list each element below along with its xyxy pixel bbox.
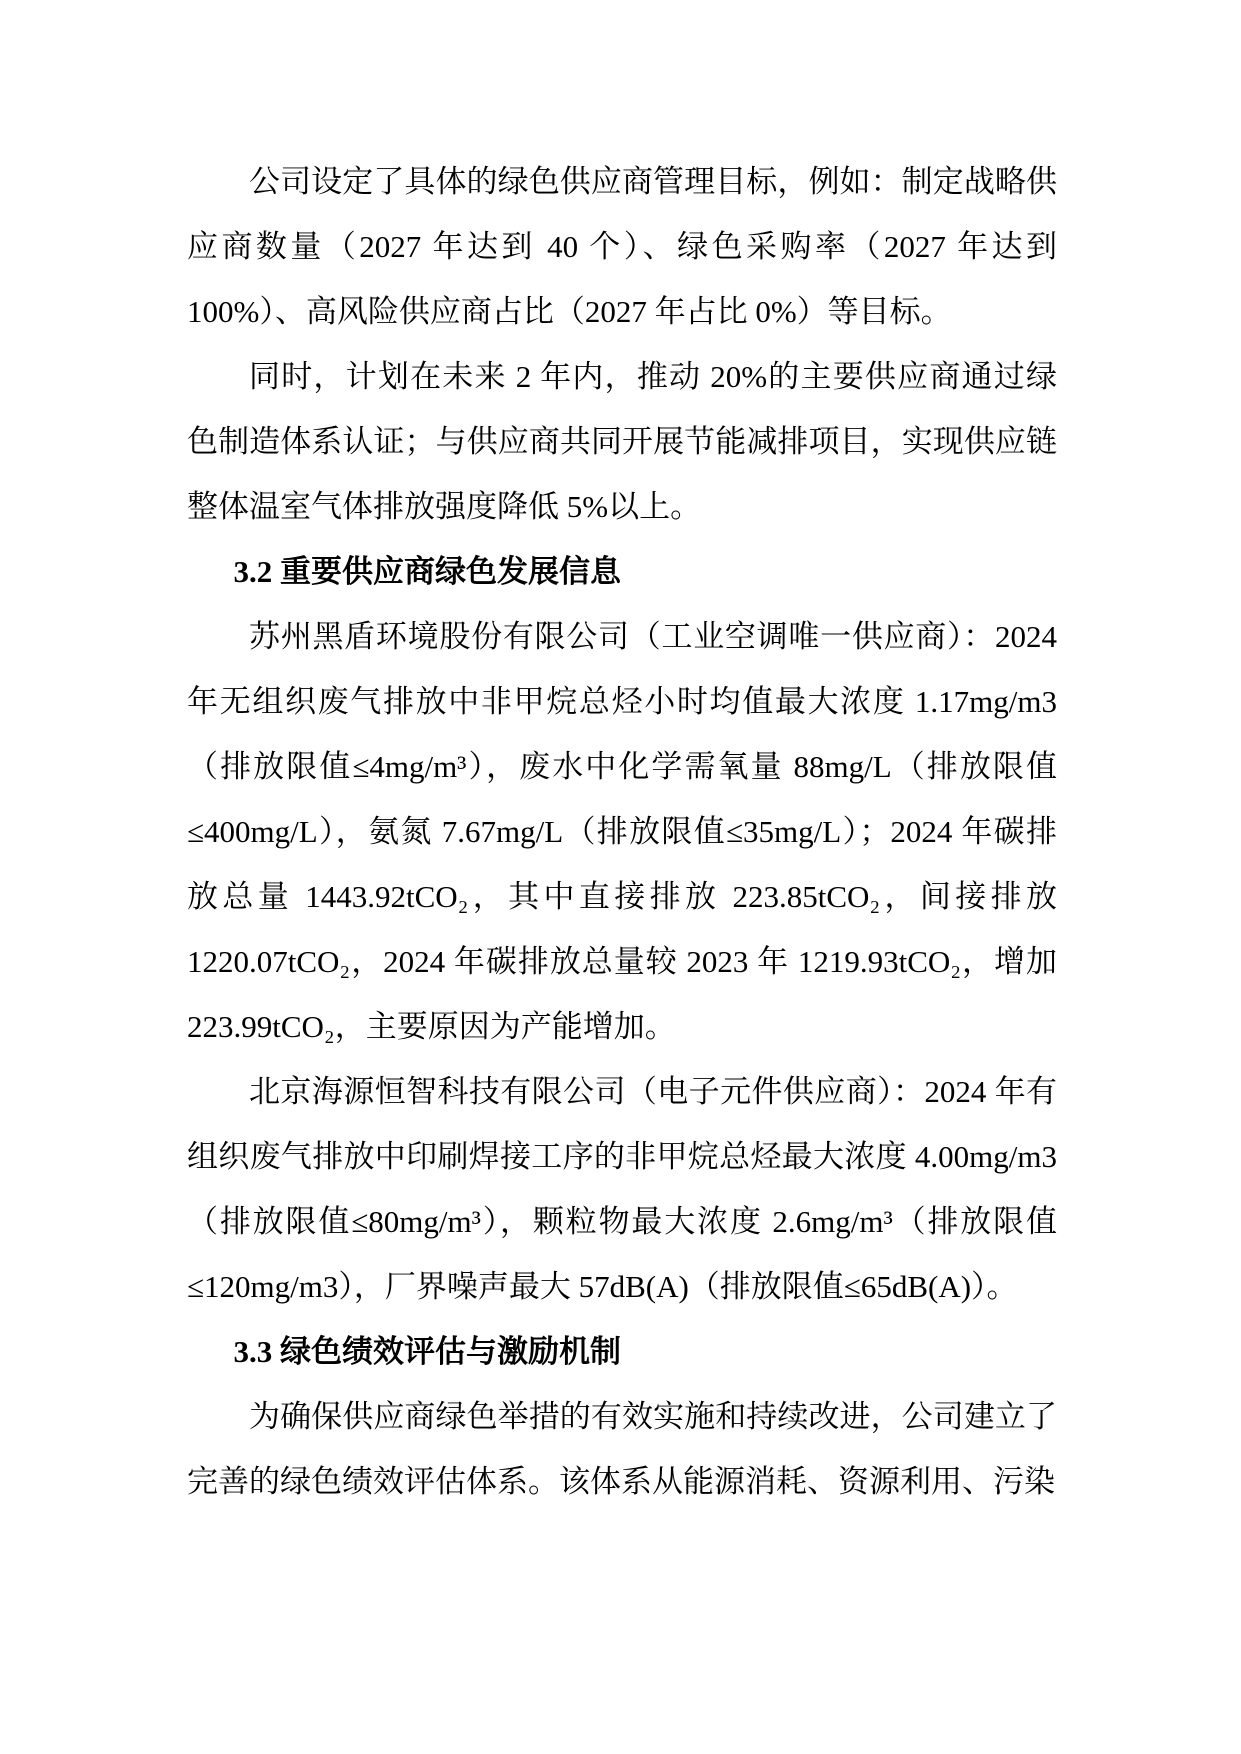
paragraph-beijing-haiyuan-supplier-data: 北京海源恒智科技有限公司（电子元件供应商）：2024 年有组织废气排放中印刷焊接工序的非甲烷总烃最大浓度 4.00mg/m3（排放限值≤80mg/m³），颗粒物最大浓度 2.6mg/m³（排放限值≤120mg/m3），厂界噪声最大 57dB(A)（排放限值≤65dB(A)）。 <box>187 1074 1057 1304</box>
heading-3-2-key-supplier-green-development: 3.2 重要供应商绿色发展信息 <box>233 554 621 589</box>
paragraph-performance-evaluation-system: 为确保供应商绿色举措的有效实施和持续改进，公司建立了完善的绿色绩效评估体系。该体系从能源消耗、资源利用、污染 <box>187 1399 1057 1499</box>
paragraph-two-year-plan: 同时，计划在未来 2 年内，推动 20%的主要供应商通过绿色制造体系认证；与供应商共同开展节能减排项目，实现供应链整体温室气体排放强度降低 5%以上。 <box>187 359 1057 524</box>
paragraph-suzhou-heidun-supplier-data: 苏州黑盾环境股份有限公司（工业空调唯一供应商）：2024 年无组织废气排放中非甲烷总烃小时均值最大浓度 1.17mg/m3（排放限值≤4mg/m³），废水中化学需氧量 88mg/L（排放限值≤400mg/L），氨氮 7.67mg/L（排放限值≤35mg/L）；2024 年碳排放总量 1443.92tCO₂，其中直接排放 223.85tCO₂，间接排放 1220.07tCO₂，2024 年碳排放总量较 2023 年 1219.93tCO₂，增加 223.99tCO₂，主要原因为产能增加。 <box>187 619 1057 1044</box>
document-content <box>187 149 1057 1514</box>
paragraph-green-supplier-goals: 公司设定了具体的绿色供应商管理目标，例如：制定战略供应商数量（2027 年达到 40 个）、绿色采购率（2027 年达到 100%）、高风险供应商占比（2027 年占比 0%）等目标。 <box>187 164 1057 329</box>
heading-3-3-green-performance-evaluation: 3.3 绿色绩效评估与激励机制 <box>233 1334 621 1369</box>
